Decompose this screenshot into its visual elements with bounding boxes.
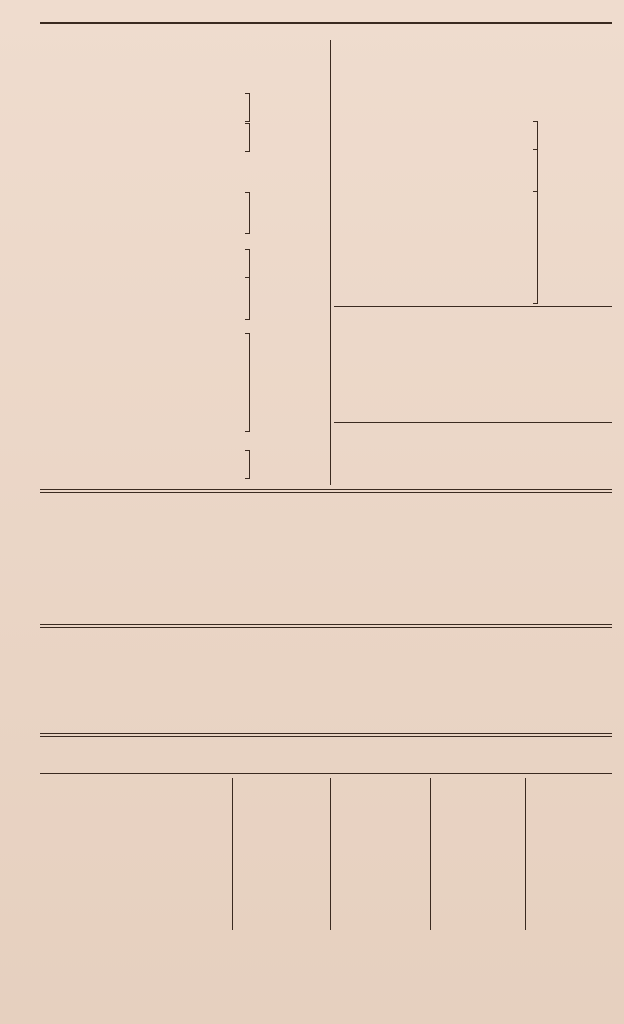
- tubing-rule-top-2: [40, 492, 612, 493]
- running-header: [0, 0, 624, 22]
- brace: [245, 249, 250, 278]
- header-rule: [40, 22, 612, 24]
- brace: [533, 121, 538, 150]
- tubing-rule-top: [40, 489, 612, 490]
- brace: [245, 333, 250, 432]
- brace: [245, 93, 250, 122]
- syringes-rule-top: [40, 733, 612, 734]
- brace: [245, 192, 250, 234]
- bottles-rule-top: [40, 624, 612, 625]
- catheters-rule: [334, 422, 612, 423]
- syringes-column-divider: [232, 778, 233, 930]
- brace: [533, 149, 538, 192]
- column-divider: [330, 40, 331, 485]
- brace: [245, 277, 250, 320]
- bottles-rule-top-2: [40, 627, 612, 628]
- syringes-rule-top-2: [40, 736, 612, 737]
- brace: [245, 450, 250, 479]
- syringes-column-divider: [330, 778, 331, 930]
- brace: [245, 123, 250, 152]
- syringes-column-divider: [430, 778, 431, 930]
- brace: [533, 191, 538, 304]
- syringes-column-divider: [525, 778, 526, 930]
- bougies-rule: [334, 306, 612, 307]
- syringes-table-rule: [40, 773, 612, 774]
